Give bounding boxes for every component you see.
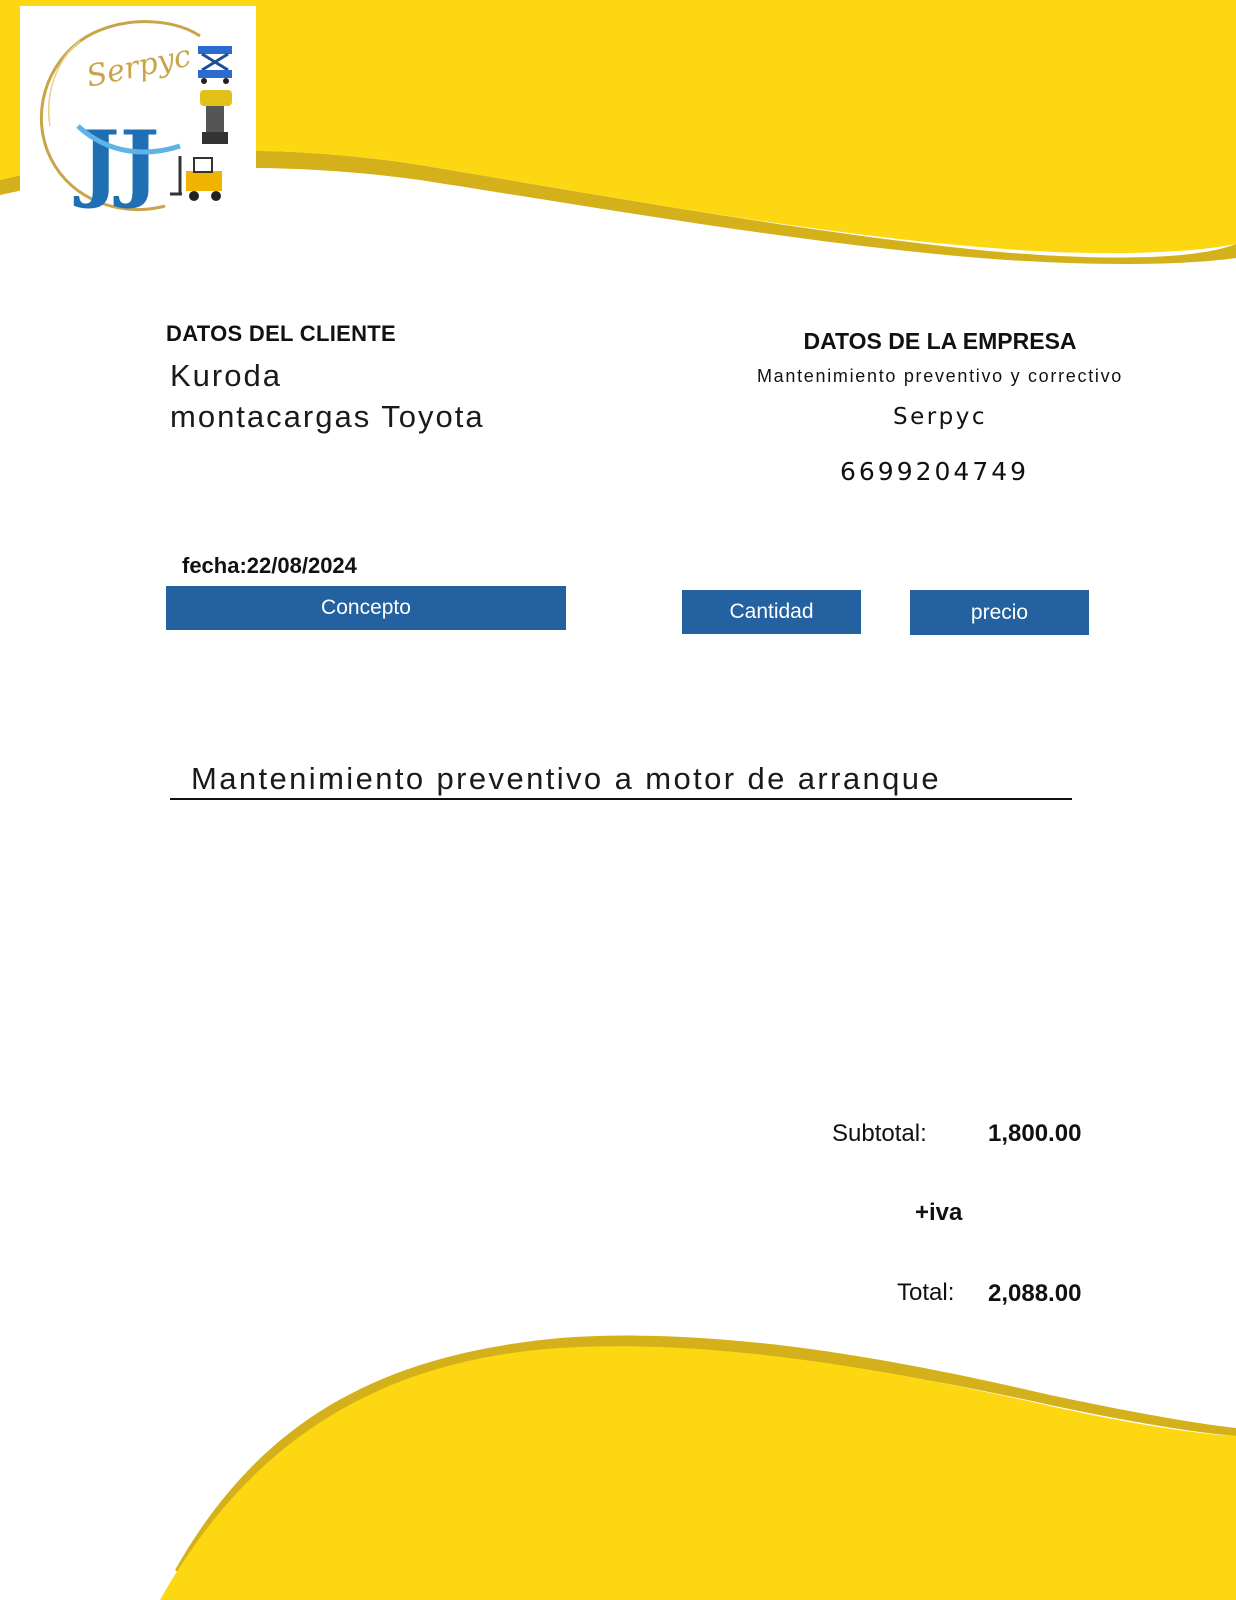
company-heading: DATOS DE LA EMPRESA <box>803 328 1077 354</box>
invoice-date: fecha:22/08/2024 <box>182 553 357 578</box>
client-heading: DATOS DEL CLIENTE <box>166 321 397 346</box>
company-name: Serpyc <box>892 404 988 430</box>
line-item-concepto: Mantenimiento preventivo a motor de arranque <box>191 761 942 796</box>
subtotal-label: Subtotal: <box>832 1120 927 1147</box>
total-label: Total: <box>897 1279 955 1306</box>
client-equipment: montacargas Toyota <box>170 399 485 434</box>
total-value: 2,088.00 <box>988 1280 1082 1307</box>
company-phone: 6699204749 <box>840 457 1030 486</box>
column-header-concepto: Concepto <box>166 586 566 630</box>
company-logo <box>20 6 256 220</box>
logo-script-text: Serpyc <box>83 38 195 95</box>
bottom-wave <box>160 1346 1236 1600</box>
line-item-underline <box>170 798 1072 800</box>
iva-label: +iva <box>915 1199 963 1226</box>
company-description: Mantenimiento preventivo y correctivo <box>756 366 1124 386</box>
subtotal-value: 1,800.00 <box>988 1120 1082 1147</box>
column-header-precio: precio <box>910 590 1089 635</box>
logo-monogram: JJ <box>80 112 160 211</box>
client-name: Kuroda <box>170 358 282 393</box>
column-header-cantidad: Cantidad <box>682 590 861 634</box>
